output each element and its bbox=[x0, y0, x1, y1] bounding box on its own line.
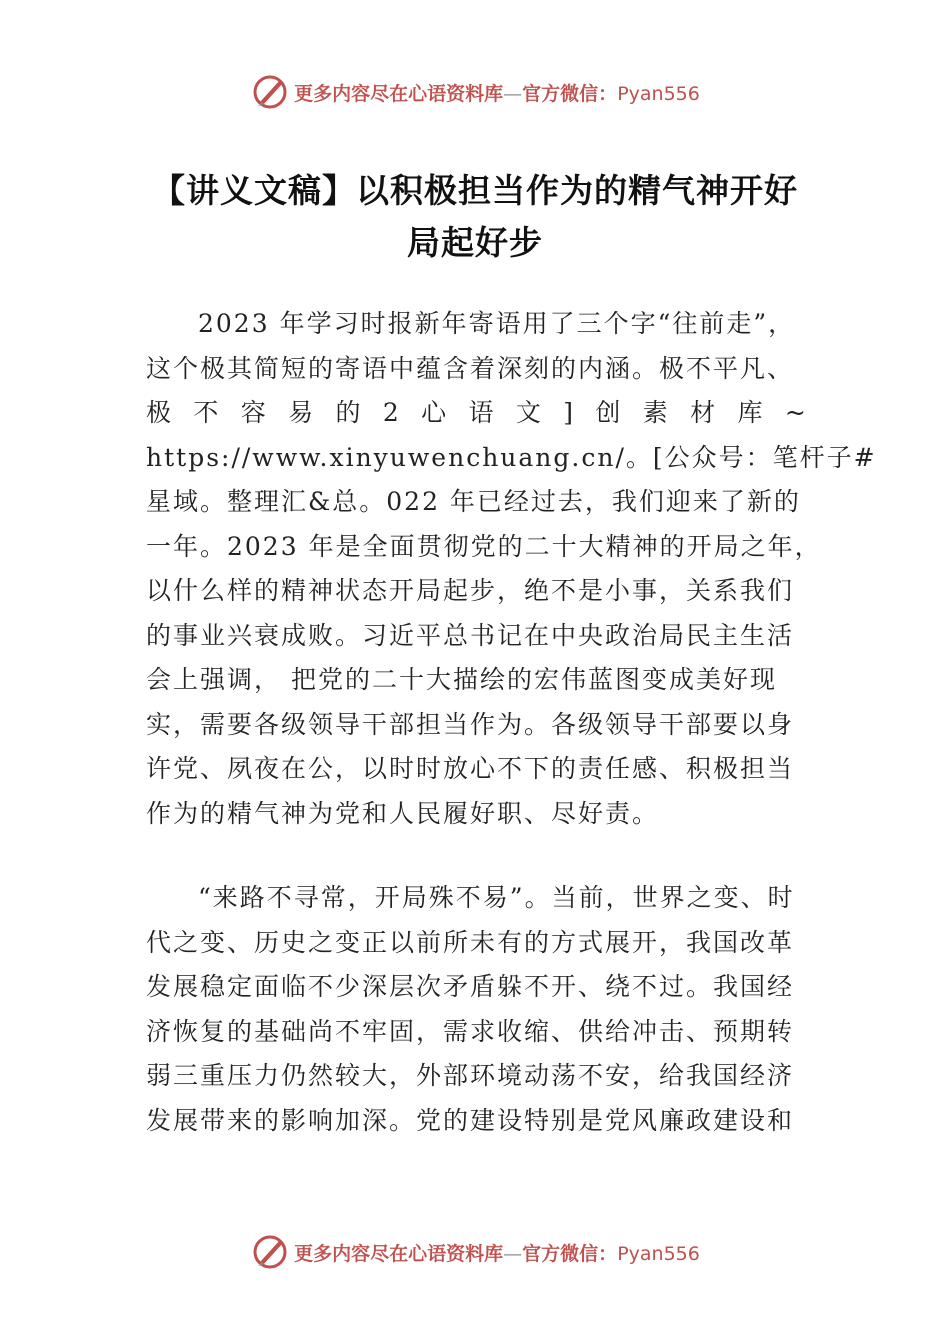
footer-banner-main: 更多内容尽在心语资料库 bbox=[294, 1242, 504, 1265]
line-3-token: 不 bbox=[193, 398, 221, 427]
paragraph-2-line-2: 代之变、历史之变正以前所未有的方式展开，我国改革 bbox=[146, 927, 795, 957]
paragraph-1-line-3 bbox=[146, 391, 808, 436]
header-banner-label: 官方微信： bbox=[522, 82, 618, 105]
line-3-token: 素 bbox=[642, 398, 670, 427]
paragraph-1-line-1: 2023 年学习时报新年寄语用了三个字“往前走”， bbox=[198, 309, 796, 338]
title-line-1: 【讲义文稿】以积极担当作为的精气神开好 bbox=[152, 171, 798, 210]
line-3-token: 的 bbox=[335, 398, 363, 427]
paragraph-1-line-8: 的事业兴衰成败。习近平总书记在中央政治局民主生活 bbox=[146, 620, 795, 650]
footer-banner-wechat-id: Pyan556 bbox=[617, 1242, 700, 1265]
paragraph-1-line-10: 实，需要各级领导干部担当作为。各级领导干部要以身 bbox=[146, 709, 795, 739]
line-3-token: 易 bbox=[288, 398, 316, 427]
footer-banner-text bbox=[294, 1239, 700, 1266]
paragraph-2-line-6: 发展带来的影响加深。党的建设特别是党风廉政建设和 bbox=[146, 1105, 795, 1135]
paragraph-2-line-4: 济恢复的基础尚不牢固，需求收缩、供给冲击、预期转 bbox=[146, 1016, 795, 1046]
header-banner-dash: — bbox=[503, 82, 523, 105]
paragraph-1-line-6: 一年。2023 年是全面贯彻党的二十大精神的开局之年， bbox=[146, 531, 822, 561]
line-3-token: ] bbox=[563, 398, 576, 427]
line-3-token: 创 bbox=[595, 398, 623, 427]
line-3-token: 库 bbox=[737, 398, 765, 427]
paragraph-2-line-1: “来路不寻常，开局殊不易”。当前，世界之变、时 bbox=[198, 883, 795, 912]
paragraph-1-line-5: 星域。整理汇&总。022 年已经过去，我们迎来了新的 bbox=[146, 487, 801, 516]
paragraph-1-line-7: 以什么样的精神状态开局起步，绝不是小事，关系我们 bbox=[146, 576, 795, 605]
brand-logo-icon bbox=[250, 1232, 290, 1272]
paragraph-1-line-9: 会上强调， 把党的二十大描绘的宏伟蓝图变成美好现 bbox=[146, 665, 777, 694]
line-3-token: 语 bbox=[468, 398, 496, 427]
header-banner-main: 更多内容尽在心语资料库 bbox=[294, 82, 504, 105]
header-banner-text bbox=[294, 79, 700, 106]
footer-banner-dash: — bbox=[503, 1242, 523, 1265]
line-3-token: 容 bbox=[240, 398, 268, 427]
line-3-token: 材 bbox=[690, 398, 718, 427]
document-title bbox=[100, 165, 850, 269]
paragraph-1-line-11: 许党、夙夜在公，以时时放心不下的责任感、积极担当 bbox=[146, 754, 795, 783]
paragraph-1-line-4: https://www.xinyuwenchuang.cn/。[公众号：笔杆子# bbox=[146, 442, 877, 472]
title-line-2: 局起好步 bbox=[407, 223, 543, 262]
header-banner-wechat-id: Pyan556 bbox=[617, 82, 700, 105]
paragraph-2 bbox=[146, 876, 808, 1143]
paragraph-1-line-2: 这个极其简短的寄语中蕴含着深刻的内涵。极不平凡、 bbox=[146, 353, 795, 383]
header-banner bbox=[0, 70, 950, 114]
brand-logo-icon bbox=[250, 72, 290, 112]
line-3-token: 2 bbox=[382, 398, 401, 427]
line-3-token: ~ bbox=[784, 398, 808, 427]
footer-banner-label: 官方微信： bbox=[522, 1242, 618, 1265]
footer-banner bbox=[0, 1230, 950, 1274]
line-3-token: 极 bbox=[146, 398, 174, 427]
paragraph-1-line-12: 作为的精气神为党和人民履好职、尽好责。 bbox=[146, 798, 660, 828]
paragraph-2-line-5: 弱三重压力仍然较大，外部环境动荡不安，给我国经济 bbox=[146, 1061, 795, 1090]
line-3-token: 心 bbox=[421, 398, 449, 427]
line-3-token: 文 bbox=[515, 398, 543, 427]
paragraph-2-line-3: 发展稳定面临不少深层次矛盾躲不开、绕不过。我国经 bbox=[146, 972, 795, 1001]
paragraph-1 bbox=[146, 302, 877, 836]
